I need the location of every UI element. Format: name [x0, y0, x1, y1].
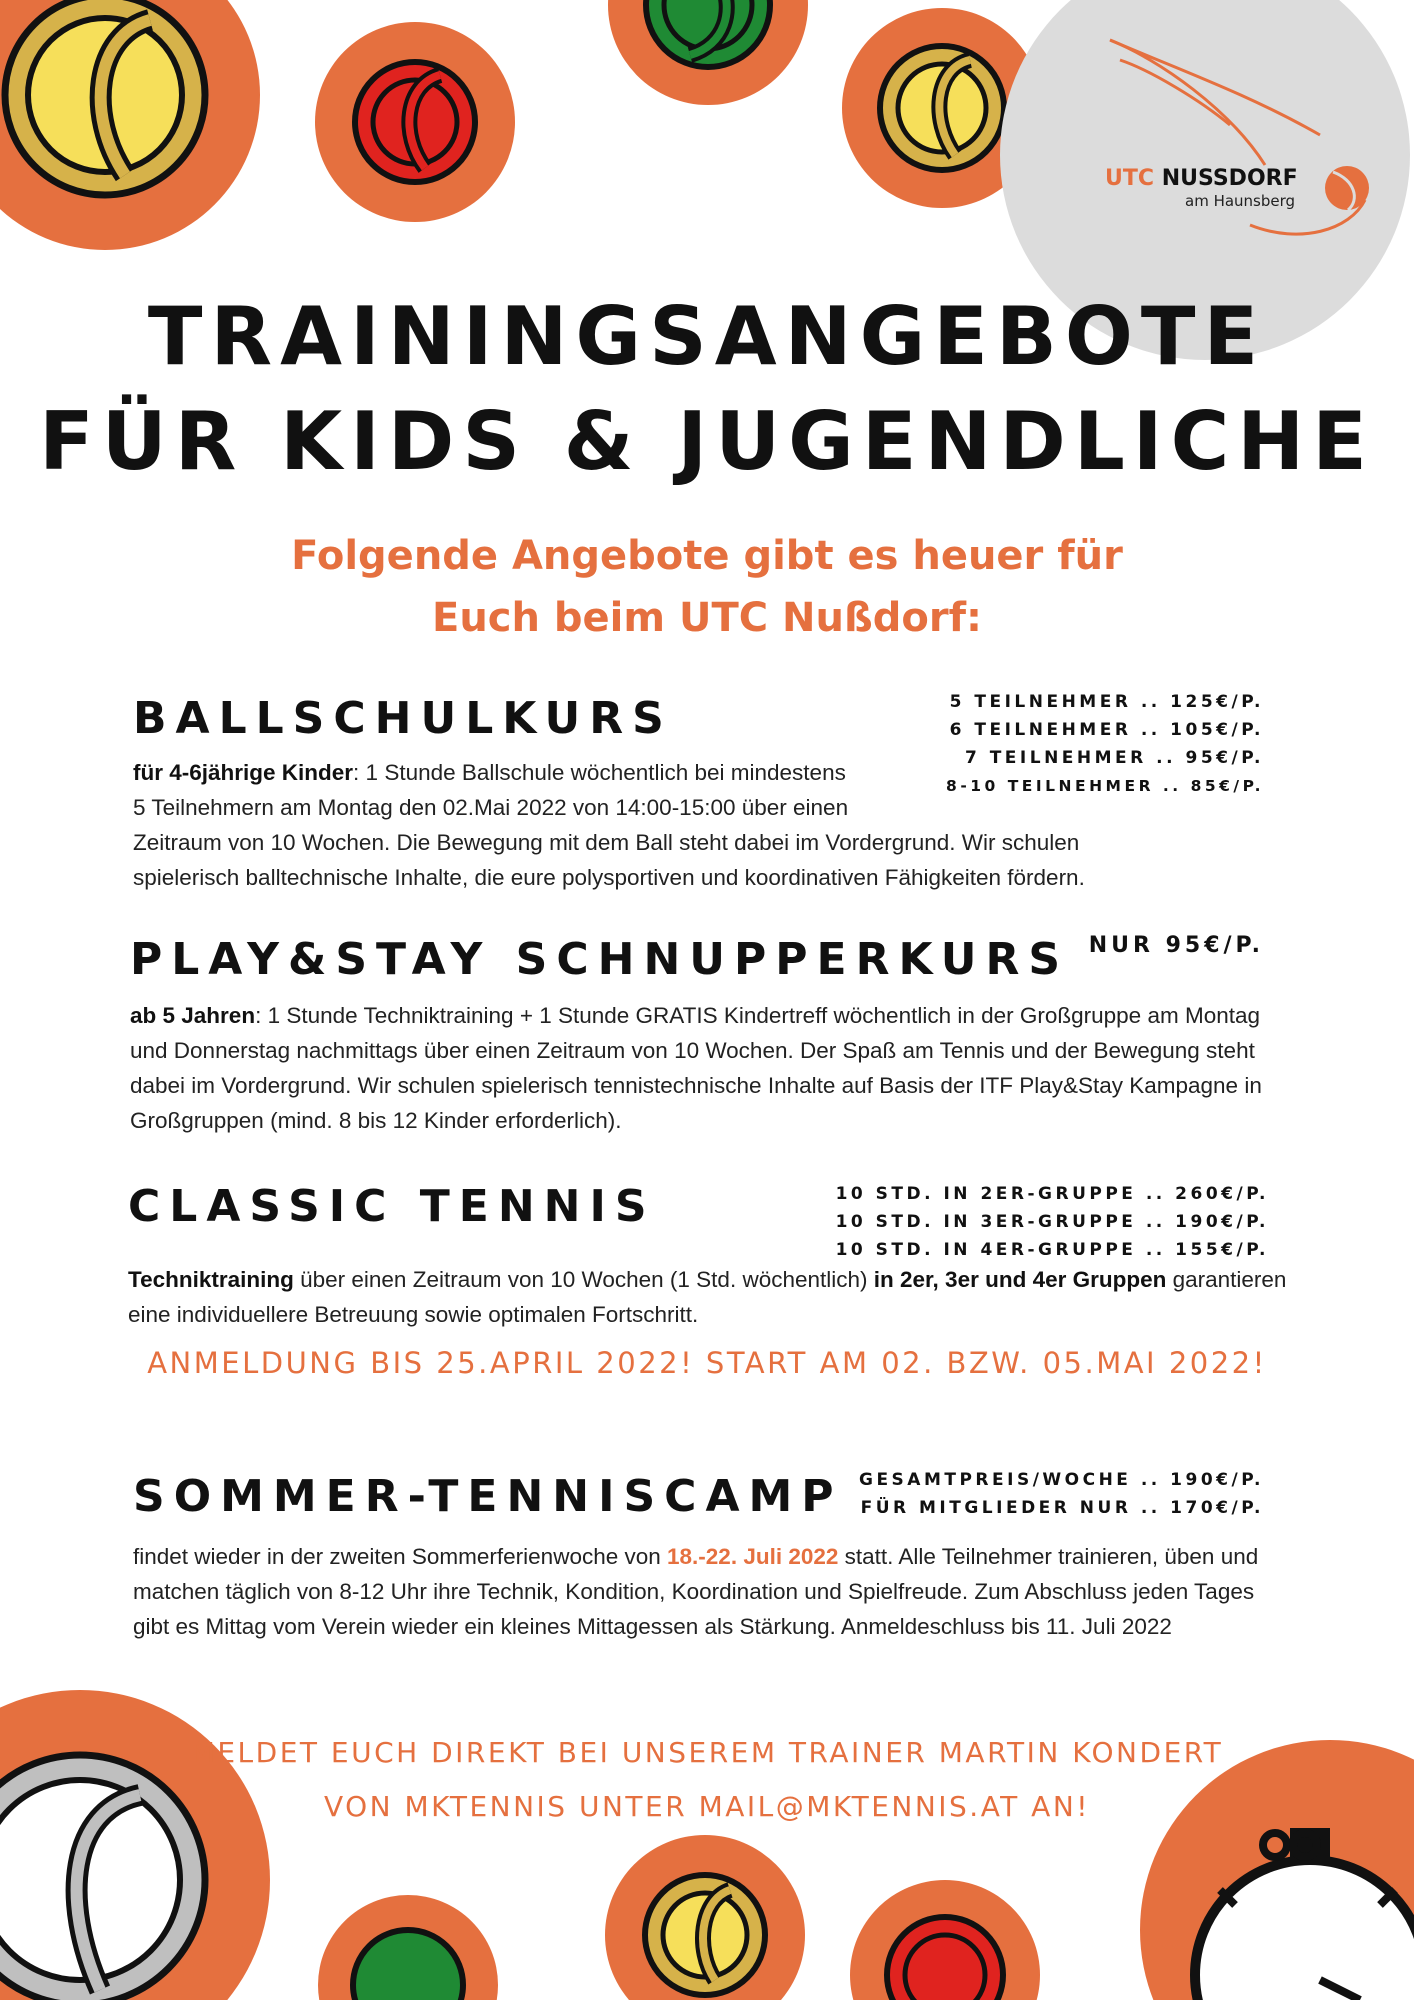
tennis-ball-icon	[318, 1895, 498, 2000]
contact-line2: VON MKTENNIS UNTER MAIL@MKTENNIS.AT AN!	[323, 1790, 1091, 1823]
intro-line1: Folgende Angebote gibt es heuer für	[291, 533, 1123, 579]
description-camp	[133, 1539, 1283, 1644]
price-item: GESAMTPREIS/WOCHE .. 190€/P.	[858, 1470, 1264, 1490]
tennis-ball-icon	[608, 0, 808, 105]
text: Zeitraum von 10 Wochen. Die Bewegung mit dem Ball steht dabei im Vordergrund. Wir schulen	[133, 830, 1080, 855]
text: Techniktraining	[128, 1267, 294, 1292]
tennis-ball-icon	[850, 1880, 1040, 2000]
club-logo	[1105, 168, 1325, 210]
section-heading-classic: CLASSIC TENNIS	[128, 1181, 656, 1232]
tennis-ball-icon	[0, 0, 260, 250]
description-playstay	[130, 998, 1270, 1138]
price-item: 10 STD. IN 4ER-GRUPPE .. 155€/P.	[835, 1240, 1269, 1260]
text: in 2er, 3er und 4er Gruppen	[873, 1267, 1167, 1292]
section-heading-playstay: PLAY&STAY SCHNUPPERKURS	[130, 934, 1070, 985]
tennis-ball-icon	[315, 22, 515, 222]
logo-utc: UTC	[1105, 166, 1155, 191]
audience-playstay: ab 5 Jahren	[130, 1003, 256, 1028]
text: statt. Alle Teilnehmer trainieren, üben und matchen täglich von 8-12 Uhr ihre Technik, Kondition, Koordination und Spielfreude. Zum Abschluss jeden Tages gibt es Mittag vom Verein wieder ein kleines Mittagessen als Stärkung. Anmeldeschluss bis 11. Juli 2022	[133, 1544, 1259, 1639]
page-title-line1: TRAININGSANGEBOTE	[147, 290, 1267, 383]
price-item: 7 TEILNEHMER .. 95€/P.	[964, 748, 1264, 768]
section-heading-ballschule: BALLSCHULKURS	[133, 693, 673, 744]
price-list-classic	[836, 1180, 1269, 1264]
registration-notice: ANMELDUNG BIS 25.APRIL 2022! START AM 02. BZW. 05.MAI 2022!	[147, 1346, 1267, 1380]
logo-subtitle: am Haunsberg	[1185, 192, 1296, 210]
text: : 1 Stunde Techniktraining + 1 Stunde GRATIS Kindertreff wöchentlich in der Großgruppe am Montag und Donnerstag nachmittags über einen Zeitraum von 10 Wochen. Der Spaß am Tennis und der Bewegung steht dabei im Vordergrund. Wir schulen spielerisch tennistechnische Inhalte auf Basis der ITF Play&Stay Kampagne in Großgruppen (mind. 8 bis 12 Kinder erforderlich).	[130, 1003, 1262, 1133]
text: 5 Teilnehmern am Montag den 02.Mai 2022 von 14:00-15:00 über einen	[133, 795, 849, 820]
contact-info	[0, 1726, 1414, 1834]
description-classic	[128, 1262, 1288, 1332]
price-item: FÜR MITGLIEDER NUR .. 170€/P.	[860, 1498, 1264, 1518]
price-item: 10 STD. IN 3ER-GRUPPE .. 190€/P.	[835, 1212, 1269, 1232]
audience-ballschule: für 4-6jährige Kinder	[133, 760, 354, 785]
tennis-ball-icon	[605, 1835, 805, 2000]
text: über einen Zeitraum von 10 Wochen (1 Std. wöchentlich)	[293, 1267, 874, 1292]
contact-line1: MELDET EUCH DIREKT BEI UNSEREM TRAINER MARTIN KONDERT	[190, 1736, 1224, 1769]
description-ballschule	[133, 755, 1283, 895]
price-playstay: NUR 95€/P.	[1088, 933, 1264, 958]
logo-nussdorf: NUSSDORF	[1161, 166, 1298, 191]
price-list-camp	[859, 1466, 1264, 1522]
price-item: 8-10 TEILNEHMER .. 85€/P.	[946, 777, 1264, 795]
text: spielerisch balltechnische Inhalte, die eure polysportiven und koordinativen Fähigkeiten fördern.	[133, 865, 1085, 890]
price-item: 6 TEILNEHMER .. 105€/P.	[949, 720, 1264, 740]
price-item: 5 TEILNEHMER .. 125€/P.	[949, 692, 1264, 712]
intro-line2: Euch beim UTC Nußdorf:	[432, 595, 982, 641]
camp-date: 18.-22. Juli 2022	[667, 1544, 839, 1569]
text: findet wieder in der zweiten Sommerferienwoche von	[133, 1544, 668, 1569]
text: garantieren eine individuellere Betreuung sowie optimalen Fortschritt.	[128, 1267, 1287, 1327]
text: : 1 Stunde Ballschule wöchentlich bei mindestens	[353, 760, 846, 785]
price-item: 10 STD. IN 2ER-GRUPPE .. 260€/P.	[835, 1184, 1269, 1204]
section-heading-camp: SOMMER-TENNISCAMP	[133, 1471, 843, 1522]
page-title-line2: FÜR KIDS & JUGENDLICHE	[39, 395, 1375, 488]
